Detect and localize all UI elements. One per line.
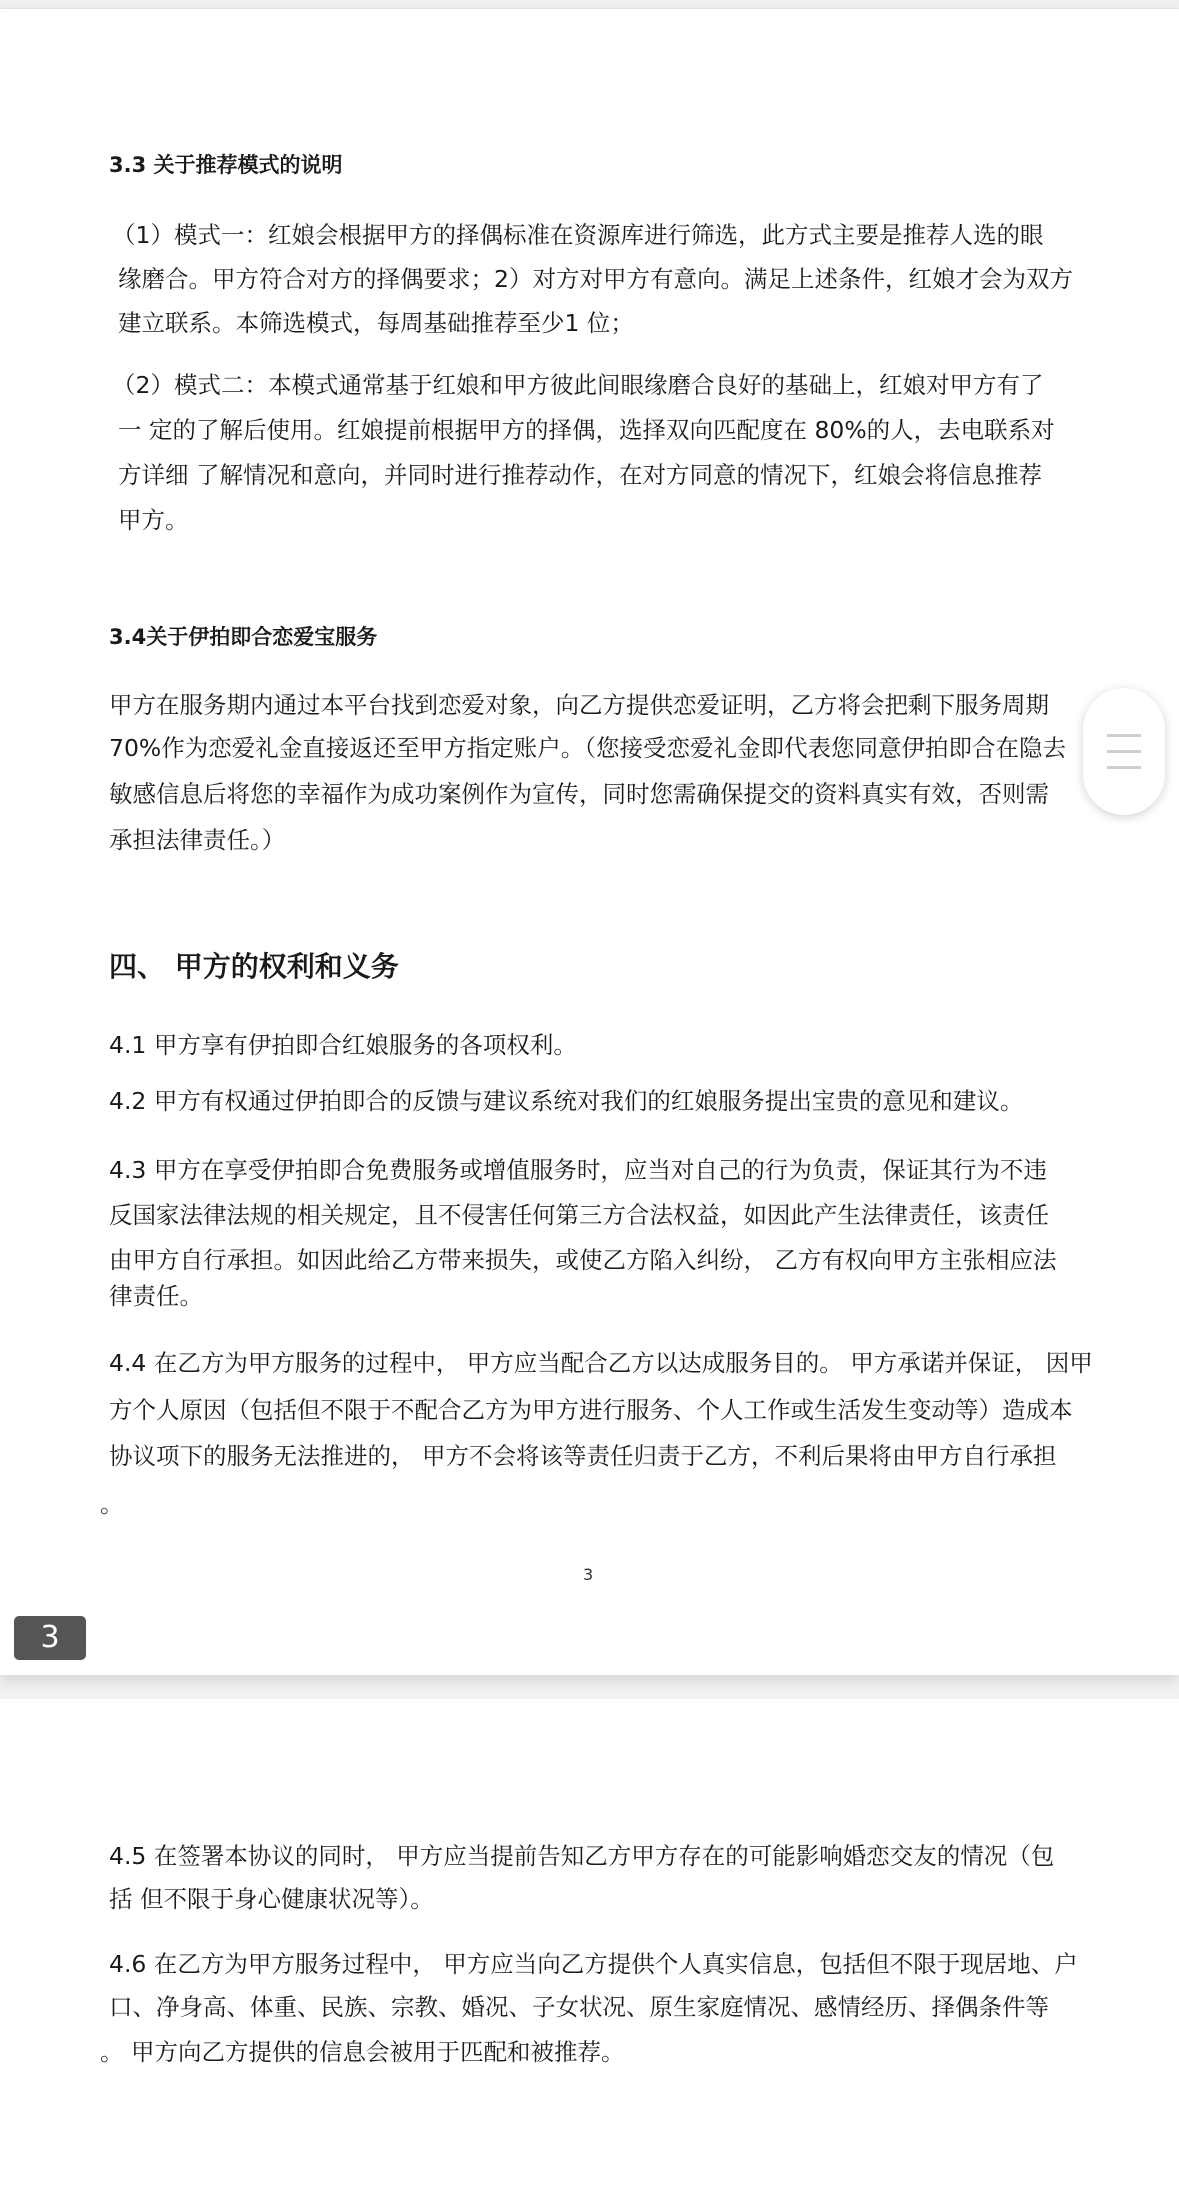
paragraph-line: 。 甲方向乙方提供的信息会被用于匹配和被推荐。 [100,2038,625,2066]
paragraph-line: 甲方。 [118,506,189,534]
paragraph-line: 协议项下的服务无法推进的， 甲方不会将该等责任归责于乙方，不利后果将由甲方自行承担 [109,1442,1057,1470]
paragraph-line: 承担法律责任。） [109,826,286,854]
paragraph-line: 一 定的了解后使用。红娘提前根据甲方的择偶，选择双向匹配度在 80%的人，去电联系对 [118,416,1055,444]
paragraph-line: 口、净身高、体重、民族、宗教、婚况、子女状况、原生家庭情况、感情经历、择偶条件等 [109,1993,1049,2021]
menu-button[interactable] [1083,688,1165,815]
paragraph-line: 方个人原因（包括但不限于不配合乙方为甲方进行服务、个人工作或生活发生变动等）造成本 [109,1396,1073,1424]
paragraph-line: 4.5 在签署本协议的同时， 甲方应当提前告知乙方甲方存在的可能影响婚恋交友的情况（包 [109,1842,1055,1870]
paragraph-line: 4.3 甲方在享受伊拍即合免费服务或增值服务时，应当对自己的行为负责，保证其行为不违 [109,1156,1047,1184]
paragraph-line: （1）模式一：红娘会根据甲方的择偶标准在资源库进行筛选，此方式主要是推荐人选的眼 [112,221,1044,249]
paragraph-line: 缘磨合。甲方符合对方的择偶要求；2）对方对甲方有意向。满足上述条件，红娘才会为双方 [118,265,1073,293]
paragraph-line: 4.4 在乙方为甲方服务的过程中， 甲方应当配合乙方以达成服务目的。 甲方承诺并保证， 因甲 [109,1349,1093,1377]
paragraph-line: 敏感信息后将您的幸福作为成功案例作为宣传，同时您需确保提交的资料真实有效，否则需 [109,780,1049,808]
section-heading-3-3: 3.3 关于推荐模式的说明 [109,153,343,177]
chapter-heading-4: 四、 甲方的权利和义务 [109,950,399,983]
paragraph-line: 70%作为恋爱礼金直接返还至甲方指定账户。（您接受恋爱礼金即代表您同意伊拍即合在隐去 [109,734,1066,762]
document-page-3 [0,9,1179,1675]
paragraph-line: 。 [100,1490,124,1518]
paragraph-line: 甲方在服务期内通过本平台找到恋爱对象，向乙方提供恋爱证明，乙方将会把剩下服务周期 [109,691,1049,719]
paragraph-line: （2）模式二：本模式通常基于红娘和甲方彼此间眼缘磨合良好的基础上，红娘对甲方有了 [112,371,1044,399]
paragraph-line: 4.2 甲方有权通过伊拍即合的反馈与建议系统对我们的红娘服务提出宝贵的意见和建议。 [109,1087,1024,1115]
paragraph-line: 括 但不限于身心健康状况等）。 [109,1885,434,1913]
document-page-4 [0,1699,1179,2212]
top-divider [0,0,1179,9]
paragraph-line: 4.1 甲方享有伊拍即合红娘服务的各项权利。 [109,1031,577,1059]
page-indicator-badge: 3 [14,1616,86,1660]
paragraph-line: 建立联系。本筛选模式，每周基础推荐至少1 位； [118,309,634,337]
paragraph-line: 4.6 在乙方为甲方服务过程中， 甲方应当向乙方提供个人真实信息，包括但不限于现居地、户 [109,1950,1078,1978]
paragraph-line: 反国家法律法规的相关规定，且不侵害任何第三方合法权益，如因此产生法律责任，该责任 [109,1201,1049,1229]
paragraph-line: 律责任。 [109,1282,203,1310]
page-number: 3 [583,1565,594,1584]
section-heading-3-4: 3.4关于伊拍即合恋爱宝服务 [109,625,378,649]
paragraph-line: 由甲方自行承担。如因此给乙方带来损失，或使乙方陷入纠纷， 乙方有权向甲方主张相应法 [109,1246,1057,1274]
paragraph-line: 方详细 了解情况和意向，并同时进行推荐动作，在对方同意的情况下，红娘会将信息推荐 [118,461,1042,489]
